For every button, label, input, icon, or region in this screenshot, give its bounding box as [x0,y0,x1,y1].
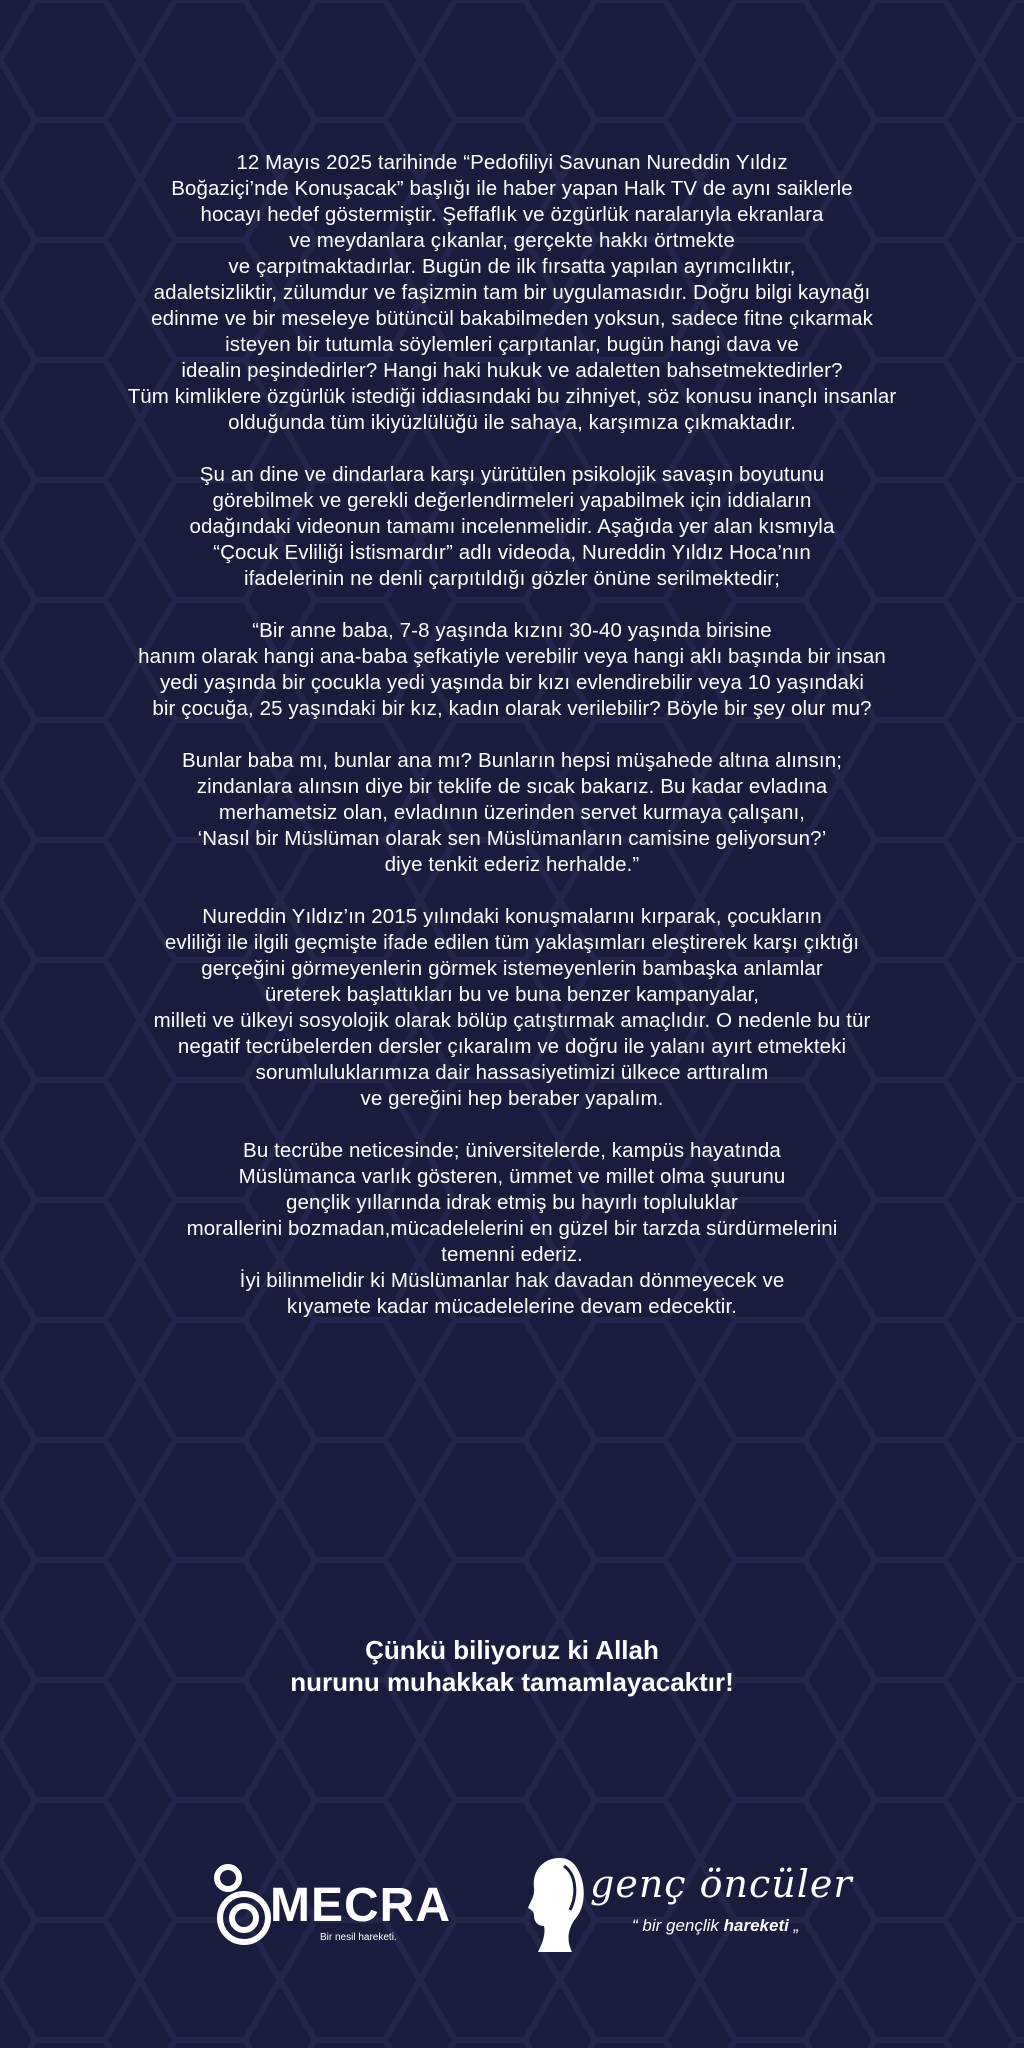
text-line: ve meydanlara çıkanlar, gerçekte hakkı örtmekte [289,229,735,252]
text-line: görebilmek ve gerekli değerlendirmeleri yapabilmek için iddiaların [212,489,812,512]
text-line: “Bir anne baba, 7-8 yaşında kızını 30-40 yaşında birisine [252,619,772,642]
text-line: sorumluluklarımıza dair hassasiyetimizi ülkece arttıralım [255,1061,769,1084]
text-line: Bunlar baba mı, bunlar ana mı? Bunların hepsi müşahede altına alınsın; [182,749,842,772]
text-line: milleti ve ülkeyi sosyolojik olarak bölüp çatıştırmak amaçlıdır. O nedenle bu tür [153,1009,871,1032]
logo-footer [0,1850,1024,1970]
text-line: evliliği ile ilgili geçmişte ifade edilen tüm yaklaşımları eleştirerek karşı çıktığı [164,931,860,954]
text-line: yedi yaşında bir çocukla yedi yaşında bir kızı evlendirebilir veya 10 yaşındaki [159,671,865,694]
text-line: kıyamete kadar mücadelelerine devam edecektir. [286,1295,738,1318]
tagline-suffix: „ [788,1916,800,1935]
text-line: odağındaki videonun tamamı incelenmelidir. Aşağıda yer alan kısmıyla [189,515,835,538]
text-line: ve gereğini hep beraber yapalım. [360,1087,664,1110]
text-line: olduğunda tüm ikiyüzlülüğü ile sahaya, karşımıza çıkmaktadır. [228,411,796,434]
closing-statement [0,1634,1024,1698]
text-line: İyi bilinmelidir ki Müslümanlar hak davadan dönmeyecek ve [239,1269,785,1292]
paragraph-6 [0,1138,1024,1320]
closing-line: Çünkü biliyoruz ki Allah [365,1635,659,1665]
text-line: üreterek başlattıkları bu ve buna benzer kampanyalar, [264,983,760,1006]
text-line: Nureddin Yıldız’ın 2015 yılındaki konuşmalarını kırparak, çocukların [202,905,822,928]
text-line: ve çarpıtmaktadırlar. Bugün de ilk fırsatta yapılan ayrımcılıktır, [228,255,796,278]
text-line: hocayı hedef göstermiştir. Şeffaflık ve özgürlük naralarıyla ekranlara [200,203,824,226]
text-line: ifadelerinin ne denli çarpıtıldığı gözler önüne serilmektedir; [243,567,781,590]
text-line: gençlik yıllarında idrak etmiş bu hayırlı topluluklar [286,1191,738,1214]
mecra-wordmark: MECRA [270,1879,451,1932]
text-line: zindanlara alınsın diye bir teklife de sıcak bakarız. Bu kadar evladına [196,775,828,798]
paragraph-2 [0,462,1024,592]
text-line: negatif tecrübelerden dersler çıkaralım ve doğru ile yalanı ayırt etmekteki [177,1035,847,1058]
tagline-bold: hareketi [723,1916,789,1935]
text-line: Tüm kimliklere özgürlük istediği iddiasındaki bu zihniyet, söz konusu inançlı insanlar [127,385,897,408]
text-line: edinme ve bir meseleye bütüncül bakabilmeden yoksun, sadece fitne çıkarmak [151,307,873,330]
text-line: 12 Mayıs 2025 tarihinde “Pedofiliyi Savunan Nureddin Yıldız [236,151,788,174]
text-line: ‘Nasıl bir Müslüman olarak sen Müslümanların camisine geliyorsun?’ [197,827,827,850]
text-line: hanım olarak hangi ana-baba şefkatiyle verebilir veya hangi aklı başında bir insan [138,645,886,668]
quote-paragraph-1 [0,618,1024,722]
text-line: merhametsiz olan, evladının üzerinden servet kurmaya çalışanı, [218,801,806,824]
text-line: adaletsizliktir, zülumdur ve faşizmin tam bir uygulamasıdır. Doğru bilgi kaynağı [153,281,871,304]
text-line: Bu tecrübe neticesinde; üniversitelerde, kampüs hayatında [243,1139,781,1162]
paragraph-5 [0,904,1024,1112]
text-line: idealin peşindedirler? Hangi haki hukuk ve adaletten bahsetmektedirler? [181,359,843,382]
text-line: morallerini bozmadan,mücadelelerini en güzel bir tarzda sürdürmelerini [186,1217,838,1240]
text-line: Boğaziçi’nde Konuşacak” başlığı ile haber yapan Halk TV de aynı saiklerle [171,177,853,200]
text-line: bir çocuğa, 25 yaşındaki bir kız, kadın olarak verilebilir? Böyle bir şey olur mu? [152,697,872,720]
tagline-prefix: “ bir gençlik [632,1916,724,1935]
statement-body [0,150,1024,1346]
closing-line: nurunu muhakkak tamamlayacaktır! [290,1667,734,1697]
mecra-tagline: Bir nesil hareketi. [320,1932,397,1943]
text-line: temenni ederiz. [441,1243,583,1266]
text-line: gerçeğini görmeyenlerin görmek istemeyenlerin bambaşka anlamlar [201,957,823,980]
paragraph-1 [0,150,1024,436]
genc-onculer-tagline [632,1916,799,1936]
genc-onculer-logo [520,1850,853,1960]
text-line: “Çocuk Evliliği İstismardır” adlı videoda, Nureddin Yıldız Hoca’nın [213,541,811,564]
genc-onculer-wordmark: genç öncüler [590,1862,853,1906]
text-line: diye tenkit ederiz herhalde.” [384,853,640,876]
mecra-logo [210,1860,450,1950]
text-line: isteyen bir tutumla söylemleri çarpıtanlar, bugün hangi dava ve [225,333,799,356]
text-line: Şu an dine ve dindarlara karşı yürütülen psikolojik savaşın boyutunu [199,463,825,486]
text-line: Müslümanca varlık gösteren, ümmet ve millet olma şuurunu [238,1165,786,1188]
quote-paragraph-2 [0,748,1024,878]
profile-silhouette-icon [520,1850,590,1960]
